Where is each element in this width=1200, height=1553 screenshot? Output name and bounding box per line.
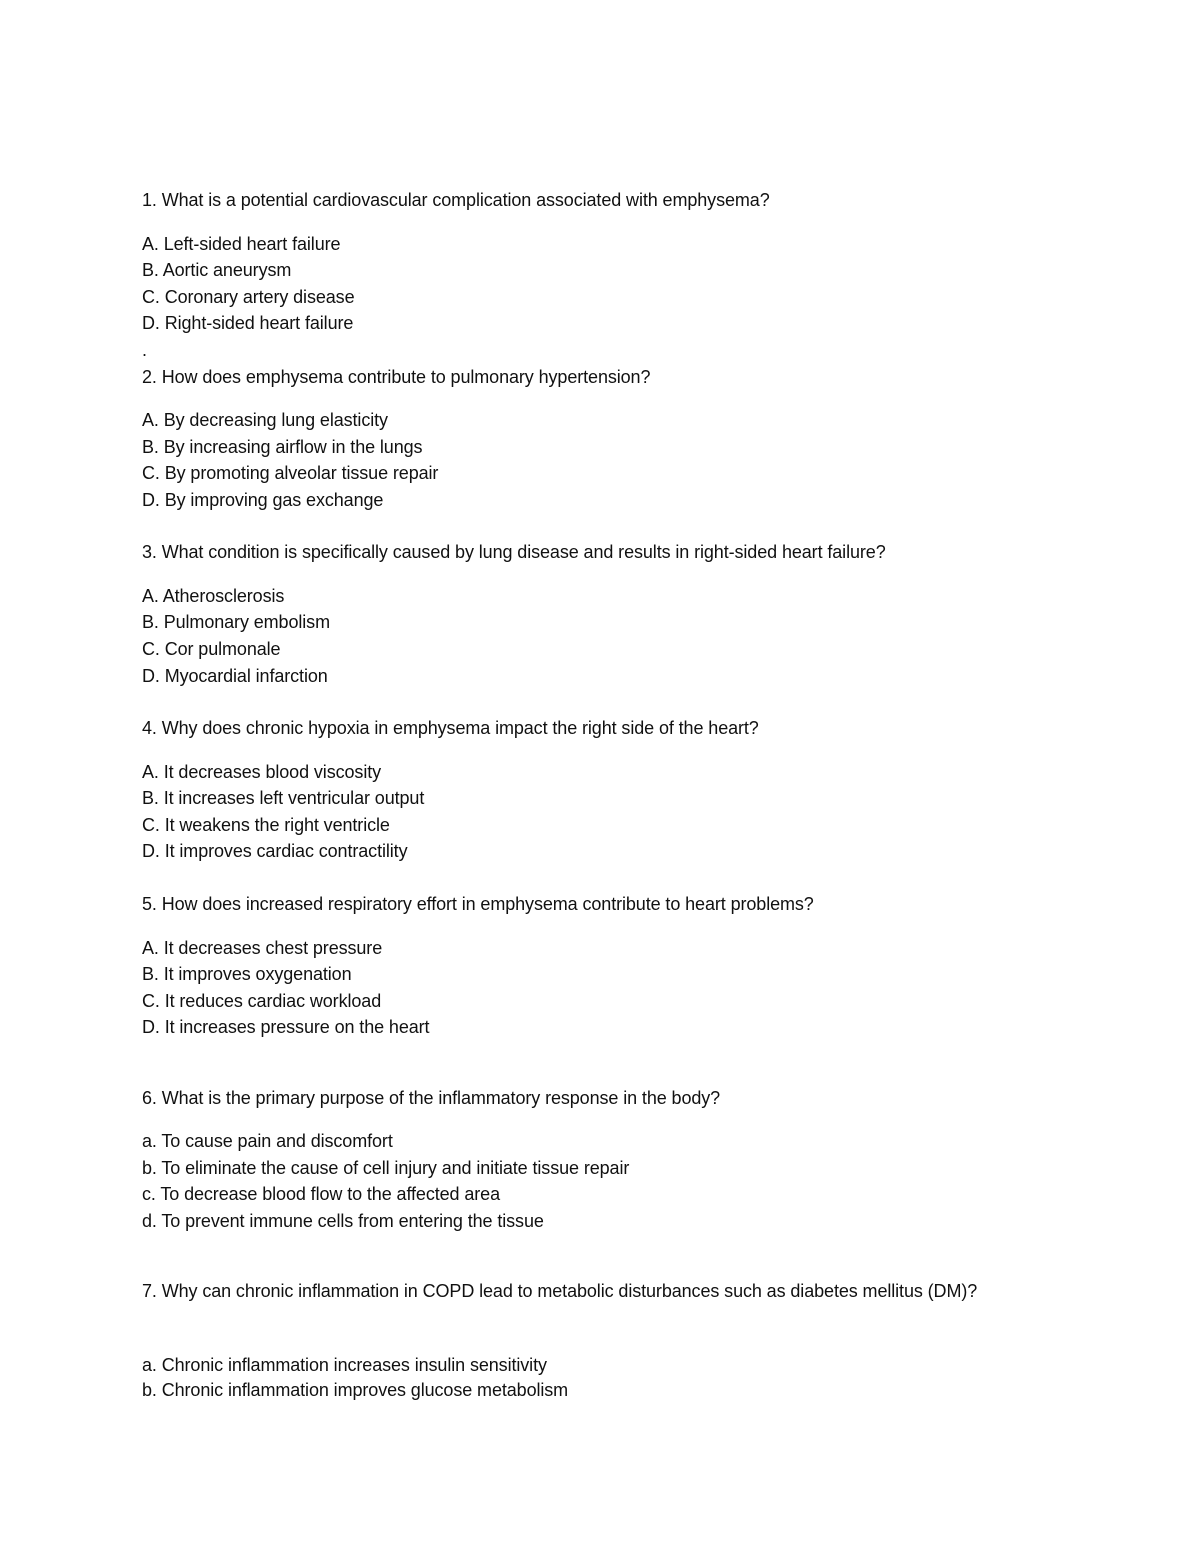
- q5-option-d: D. It increases pressure on the heart: [142, 1017, 430, 1037]
- q1-option-a: A. Left-sided heart failure: [142, 234, 341, 254]
- q4-option-a: A. It decreases blood viscosity: [142, 762, 382, 782]
- q2-option-b: B. By increasing airflow in the lungs: [142, 437, 423, 457]
- q1-option-d: D. Right-sided heart failure: [142, 313, 354, 333]
- q5-option-b: B. It improves oxygenation: [142, 964, 352, 984]
- q4-option-c: C. It weakens the right ventricle: [142, 815, 390, 835]
- q4-option-b: B. It increases left ventricular output: [142, 788, 425, 808]
- q2-option-d: D. By improving gas exchange: [142, 490, 384, 510]
- question-5: 5. How does increased respiratory effort in emphysema contribute to heart problems?: [142, 894, 814, 914]
- q3-option-a: A. Atherosclerosis: [142, 586, 285, 606]
- question-7: 7. Why can chronic inflammation in COPD lead to metabolic disturbances such as diabetes mellitus (DM)?: [142, 1281, 978, 1301]
- q7-option-a: a. Chronic inflammation increases insulin sensitivity: [142, 1355, 547, 1375]
- q2-option-a: A. By decreasing lung elasticity: [142, 410, 388, 430]
- q5-option-c: C. It reduces cardiac workload: [142, 991, 382, 1011]
- q4-option-d: D. It improves cardiac contractility: [142, 841, 408, 861]
- question-2: 2. How does emphysema contribute to pulmonary hypertension?: [142, 367, 651, 387]
- q6-option-b: b. To eliminate the cause of cell injury and initiate tissue repair: [142, 1158, 630, 1178]
- q2-option-c: C. By promoting alveolar tissue repair: [142, 463, 439, 483]
- question-3: 3. What condition is specifically caused by lung disease and results in right-sided heart failure?: [142, 542, 886, 562]
- q1-option-b: B. Aortic aneurysm: [142, 260, 292, 280]
- q1-option-c: C. Coronary artery disease: [142, 287, 355, 307]
- q6-option-d: d. To prevent immune cells from entering the tissue: [142, 1211, 544, 1231]
- q6-option-a: a. To cause pain and discomfort: [142, 1131, 393, 1151]
- q6-option-c: c. To decrease blood flow to the affected area: [142, 1184, 500, 1204]
- q3-option-d: D. Myocardial infarction: [142, 666, 328, 686]
- question-4: 4. Why does chronic hypoxia in emphysema impact the right side of the heart?: [142, 718, 759, 738]
- question-1: 1. What is a potential cardiovascular complication associated with emphysema?: [142, 190, 770, 210]
- q3-option-b: B. Pulmonary embolism: [142, 612, 330, 632]
- question-6: 6. What is the primary purpose of the inflammatory response in the body?: [142, 1088, 721, 1108]
- q3-option-c: C. Cor pulmonale: [142, 639, 281, 659]
- q5-option-a: A. It decreases chest pressure: [142, 938, 383, 958]
- q1-trailing-mark: .: [142, 340, 147, 360]
- q7-option-b: b. Chronic inflammation improves glucose metabolism: [142, 1380, 569, 1400]
